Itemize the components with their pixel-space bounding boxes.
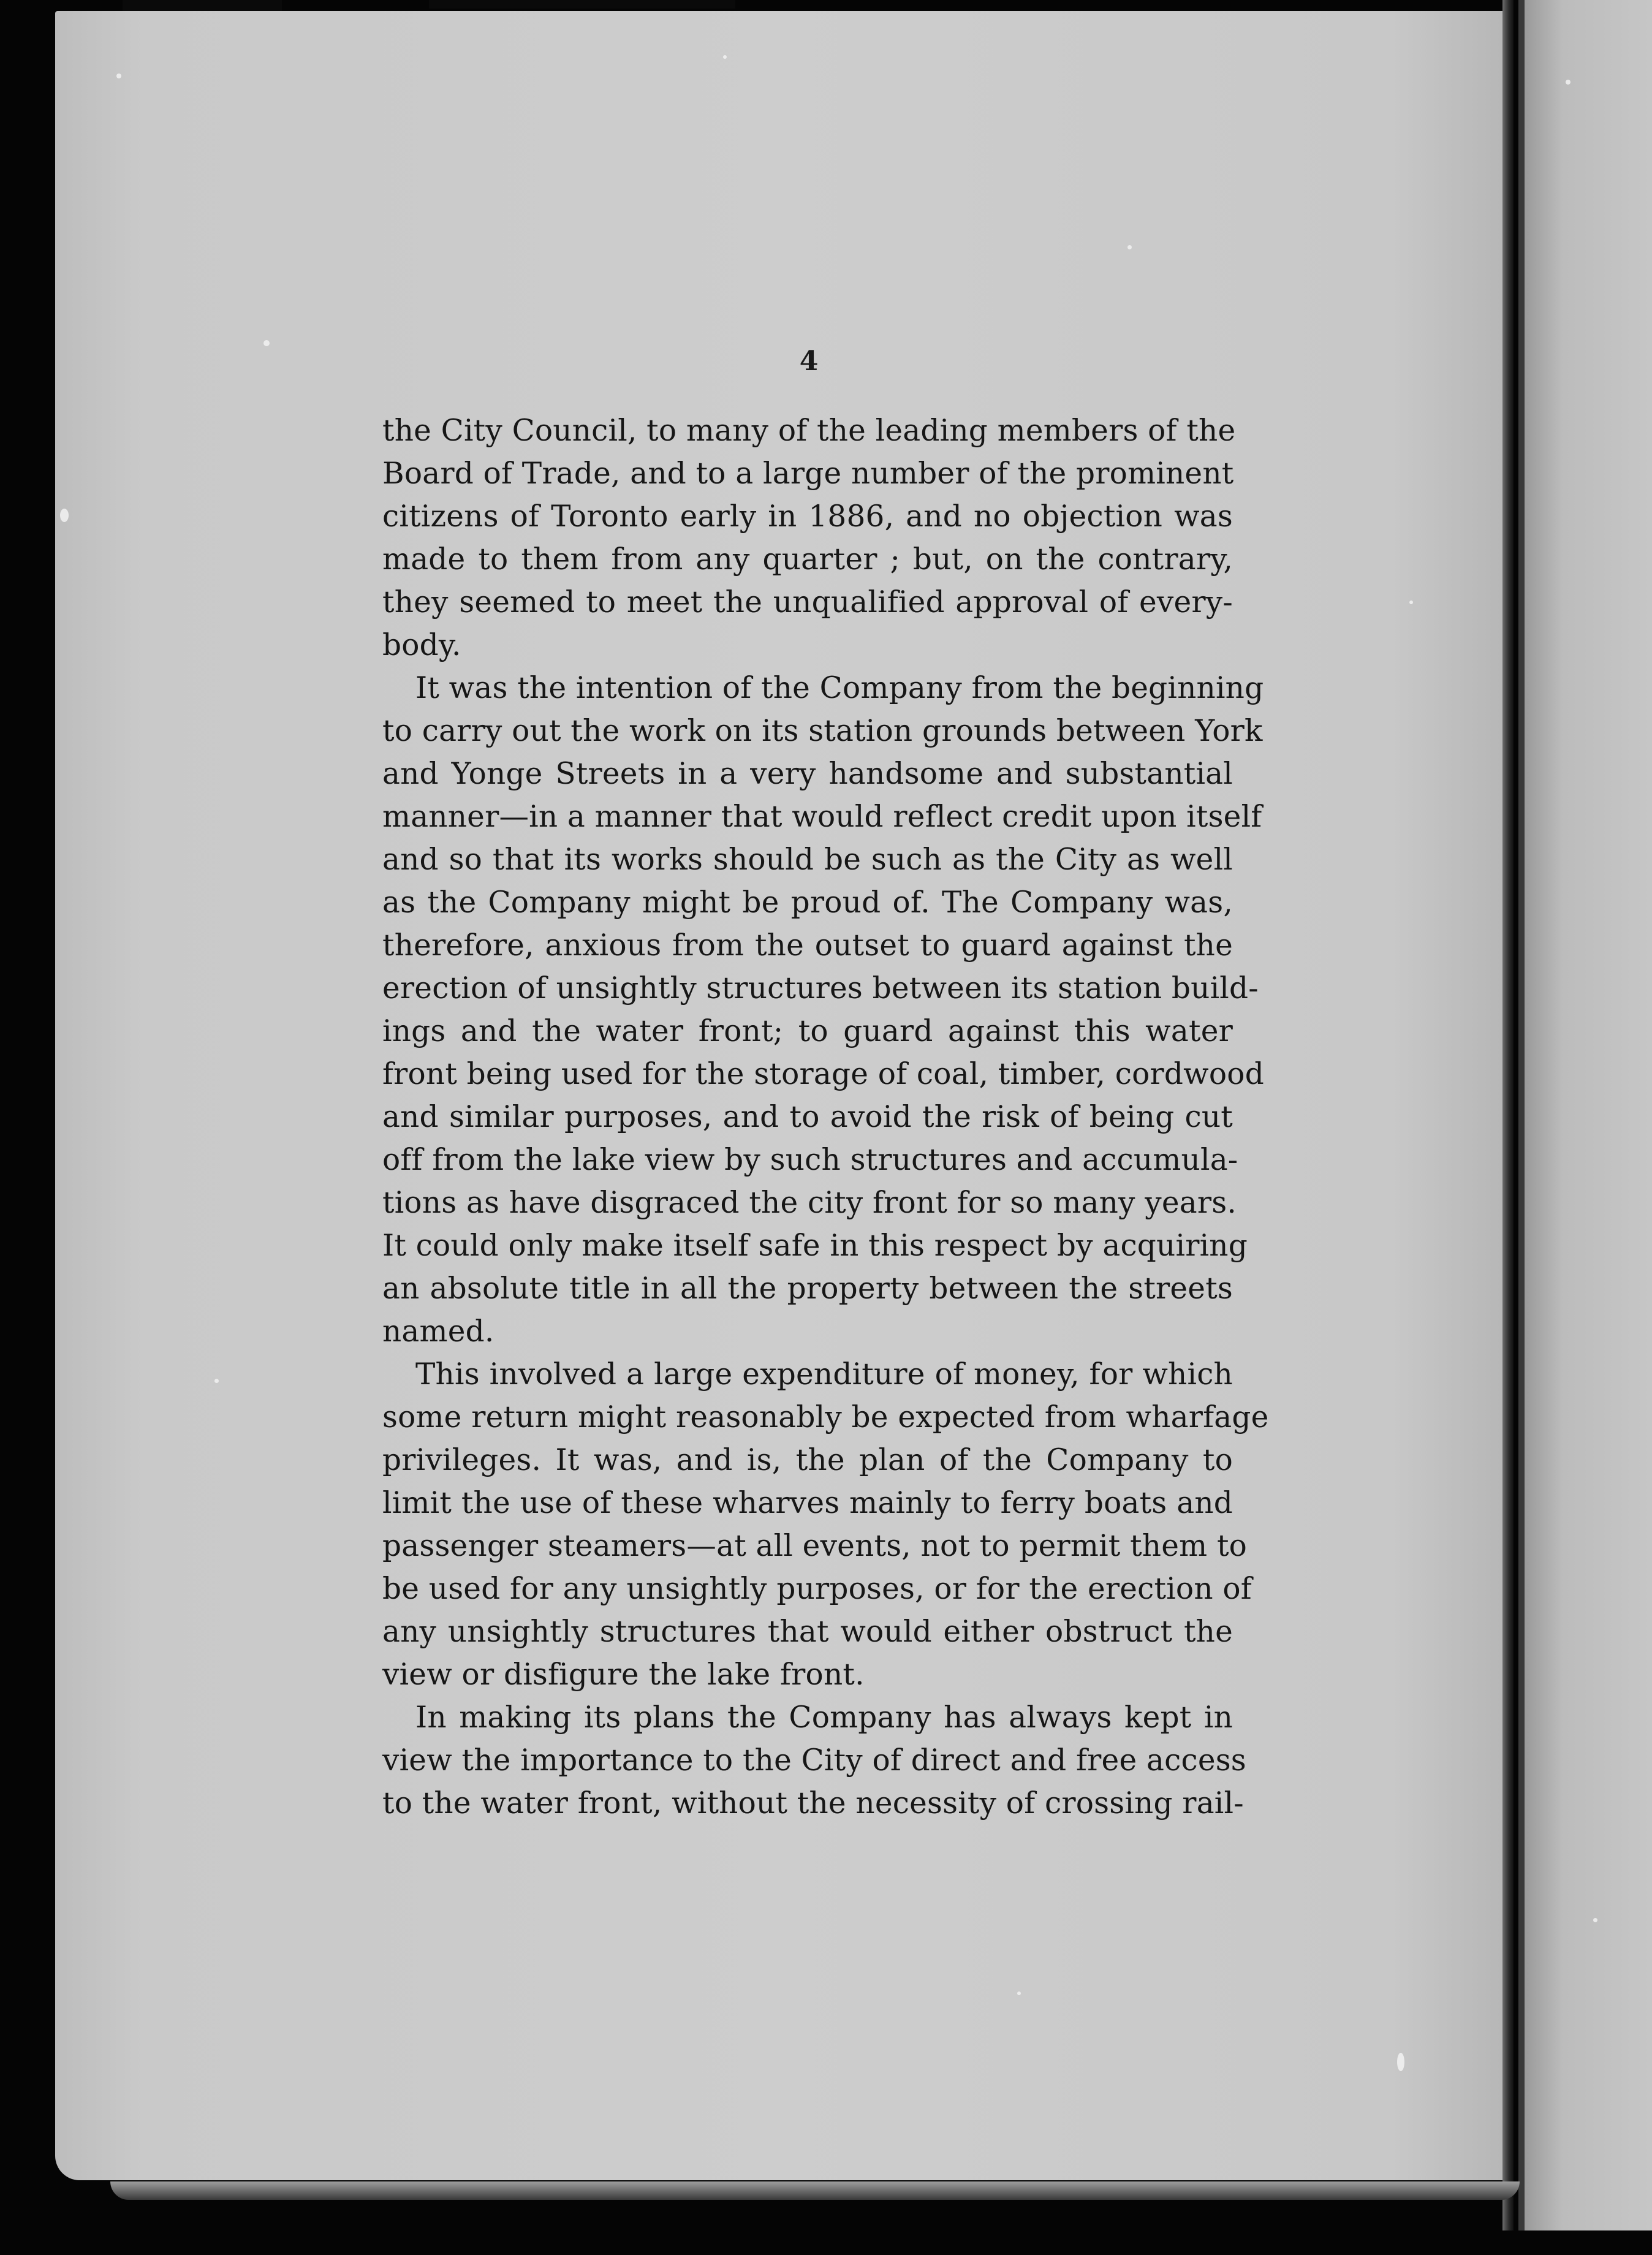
text-line: It could only make itself safe in this respect by acquiring [382, 1229, 1248, 1263]
text-line: erection of unsightly structures between its station build- [382, 971, 1259, 1006]
text-line: privileges. It was, and is, the plan of the Company to [382, 1443, 1233, 1477]
scan-edge-mark [429, 0, 735, 9]
text-line: view the importance to the City of direct and free access [382, 1743, 1246, 1778]
adjacent-page [1525, 0, 1652, 2230]
text-line: off from the lake view by such structures and accumula- [382, 1143, 1238, 1177]
body-text [382, 409, 1269, 1825]
text-line: body. [382, 628, 461, 662]
text-line: the City Council, to many of the leading members of the [382, 414, 1236, 448]
text-line: manner—in a manner that would reflect credit upon itself [382, 800, 1262, 834]
text-line: In making its plans the Company has always kept in [415, 1700, 1233, 1735]
text-line: and similar purposes, and to avoid the risk of being cut [382, 1100, 1233, 1134]
text-line: This involved a large expenditure of money, for which [415, 1357, 1233, 1392]
text-line: It was the intention of the Company from the beginning [415, 671, 1264, 705]
scan-speck [1397, 2053, 1404, 2071]
text-line: front being used for the storage of coal, timber, cordwood [382, 1057, 1264, 1091]
scan-speck [60, 509, 69, 522]
text-line: citizens of Toronto early in 1886, and no objection was [382, 499, 1233, 534]
text-line: an absolute title in all the property between the streets [382, 1272, 1233, 1306]
scan-speck [1566, 80, 1571, 85]
text-line: tions as have disgraced the city front for so many years. [382, 1186, 1237, 1220]
text-line: and Yonge Streets in a very handsome and substantial [382, 757, 1233, 791]
scan-speck [1017, 1992, 1021, 1995]
text-line: view or disfigure the lake front. [382, 1658, 865, 1692]
scan-speck [723, 55, 727, 59]
text-line: named. [382, 1314, 494, 1349]
text-line: as the Company might be proud of. The Company was, [382, 885, 1233, 920]
text-line: limit the use of these wharves mainly to ferry boats and [382, 1486, 1233, 1520]
scan-speck [116, 74, 121, 78]
text-line: they seemed to meet the unqualified approval of every- [382, 585, 1233, 620]
text-line: any unsightly structures that would either obstruct the [382, 1615, 1233, 1649]
text-line: therefore, anxious from the outset to guard against the [382, 928, 1233, 963]
scan-speck [1127, 245, 1132, 249]
text-line: be used for any unsightly purposes, or for the erection of [382, 1572, 1252, 1606]
text-line: made to them from any quarter ; but, on the contrary, [382, 542, 1233, 577]
text-line: some return might reasonably be expected from wharfage [382, 1400, 1269, 1434]
page-number: 4 [799, 346, 819, 377]
page-gutter [1502, 0, 1514, 2230]
text-line: Board of Trade, and to a large number of the prominent [382, 457, 1234, 491]
text-line: to carry out the work on its station grounds between York [382, 714, 1263, 748]
scan-speck [214, 1379, 219, 1383]
scan-speck [1409, 601, 1413, 604]
text-line: passenger steamers—at all events, not to permit them to [382, 1529, 1248, 1563]
page-bottom-edge [110, 2181, 1520, 2200]
text-line: ings and the water front; to guard against this water [382, 1014, 1233, 1048]
next-page-edge [1518, 0, 1525, 2230]
text-line: to the water front, without the necessity of crossing rail- [382, 1786, 1244, 1821]
scan-speck [263, 340, 270, 346]
text-line: and so that its works should be such as the City as well [382, 843, 1233, 877]
scan-speck [1593, 1918, 1597, 1922]
